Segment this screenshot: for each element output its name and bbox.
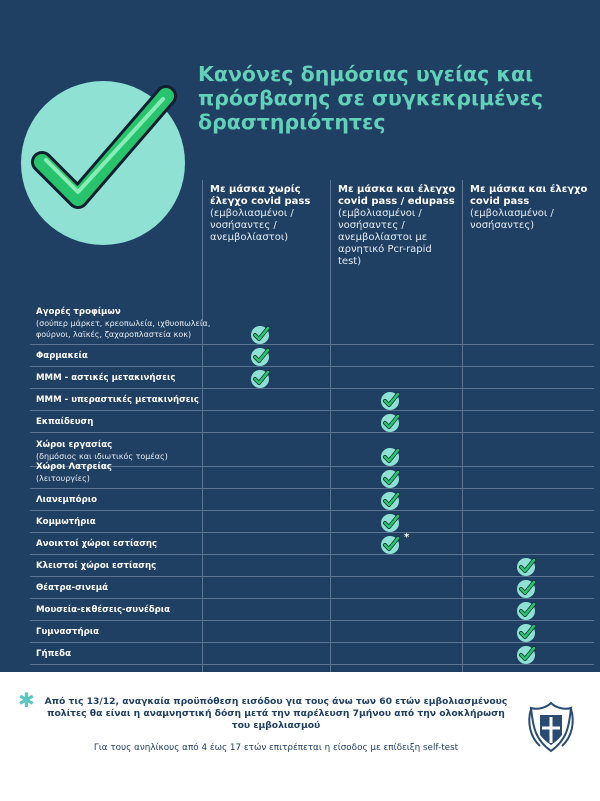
greek-coat-of-arms-icon xyxy=(522,698,580,756)
row-label: Χώροι Λατρείας (λειτουργίες) xyxy=(36,461,236,484)
row-label: Ανοικτοί χώροι εστίασης xyxy=(36,539,158,549)
check-icon xyxy=(250,346,272,368)
table-row xyxy=(30,298,594,345)
check-icon xyxy=(516,644,538,666)
row-label: Θέατρα-σινεμά xyxy=(36,583,109,593)
check-icon xyxy=(250,324,272,346)
row-label: Χώροι εργασίας (δημόσιος και ιδιωτικός τομέας) xyxy=(36,439,236,462)
check-icon xyxy=(250,368,272,390)
check-icon xyxy=(380,490,402,512)
check-badge-icon xyxy=(18,78,188,248)
check-icon xyxy=(380,512,402,534)
row-sublabel: (λειτουργίες) xyxy=(36,474,90,483)
column-header-covid-pass xyxy=(470,184,590,232)
asterisk-mark: * xyxy=(404,532,410,543)
check-icon xyxy=(380,446,402,468)
row-sublabel: (δημόσιος και ιδιωτικός τομέας) xyxy=(36,452,168,461)
row-label: ΜΜΜ - υπεραστικές μετακινήσεις xyxy=(36,395,199,405)
row-label: ΜΜΜ - αστικές μετακινήσεις xyxy=(36,373,176,383)
row-label: Γήπεδα xyxy=(36,649,71,659)
check-icon xyxy=(380,412,402,434)
row-label: Λιανεμπόριο xyxy=(36,495,97,505)
column-header-no-pass xyxy=(210,184,320,244)
table-row xyxy=(30,598,594,621)
row-label: Γυμναστήρια xyxy=(36,627,100,637)
column-heading: Με μάσκα και έλεγχο covid pass xyxy=(470,184,588,207)
column-heading: Με μάσκα χωρίς έλεγχο covid pass xyxy=(210,184,311,207)
check-icon xyxy=(380,468,402,490)
table-row xyxy=(30,554,594,577)
row-label: Κομμωτήρια xyxy=(36,517,96,527)
check-icon xyxy=(516,600,538,622)
table-row xyxy=(30,576,594,599)
minors-note: Για τους ανηλίκους από 4 έως 17 ετών επιτρέπεται η είσοδος με επίδειξη self-test xyxy=(93,743,459,753)
table-row xyxy=(30,410,594,433)
table-row xyxy=(30,620,594,643)
table-row xyxy=(30,642,594,665)
footer-panel xyxy=(0,672,600,801)
row-label: Φαρμακεία xyxy=(36,351,88,361)
row-label: Μουσεία-εκθέσεις-συνέδρια xyxy=(36,605,171,615)
table-row xyxy=(30,532,594,555)
table-row xyxy=(30,344,594,367)
row-label: Εκπαίδευση xyxy=(36,417,94,427)
column-detail: (εμβολιασμένοι / νοσήσαντες / ανεμβολίαστοι με αρνητικό Pcr-rapid test) xyxy=(338,208,432,267)
booster-note: Από τις 13/12, αναγκαία προϋπόθεση εισόδου για τους άνω των 60 ετών εμβολιασμένους πολίτες θα είναι η αναμνηστική δόση μετά την παρέλευση 7μήνου από την ολοκλήρωση του εμβολιασμού xyxy=(44,696,508,731)
check-icon xyxy=(516,622,538,644)
row-sublabel: (σούπερ μάρκετ, κρεοπωλεία, ιχθυοπωλεία, φούρνοι, λαϊκές, ζαχαροπλαστεία κοκ) xyxy=(36,319,211,339)
table-row xyxy=(30,488,594,511)
check-icon xyxy=(516,578,538,600)
table-row xyxy=(30,462,594,489)
check-icon xyxy=(380,390,402,412)
asterisk-icon: ✱ xyxy=(18,688,35,712)
row-label: Κλειστοί χώροι εστίασης xyxy=(36,561,157,571)
column-header-covid-edupass xyxy=(338,184,456,268)
column-detail: (εμβολιασμένοι / νοσήσαντες / ανεμβολίαστοι) xyxy=(210,208,294,243)
table-row xyxy=(30,366,594,389)
check-icon xyxy=(516,556,538,578)
column-detail: (εμβολιασμένοι /νοσήσαντες) xyxy=(470,208,554,231)
check-icon xyxy=(380,534,402,556)
column-heading: Με μάσκα και έλεγχο covid pass / edupass xyxy=(338,184,456,207)
table-row xyxy=(30,510,594,533)
page-title: Κανόνες δημόσιας υγείας και πρόσβασης σε συγκεκριμένες δραστηριότητες xyxy=(198,62,544,134)
row-label: Αγορές τροφίμων (σούπερ μάρκετ, κρεοπωλεία, ιχθυοπωλεία, φούρνοι, λαϊκές, ζαχαροπλαστεία κοκ) xyxy=(36,306,236,340)
table-row xyxy=(30,388,594,411)
